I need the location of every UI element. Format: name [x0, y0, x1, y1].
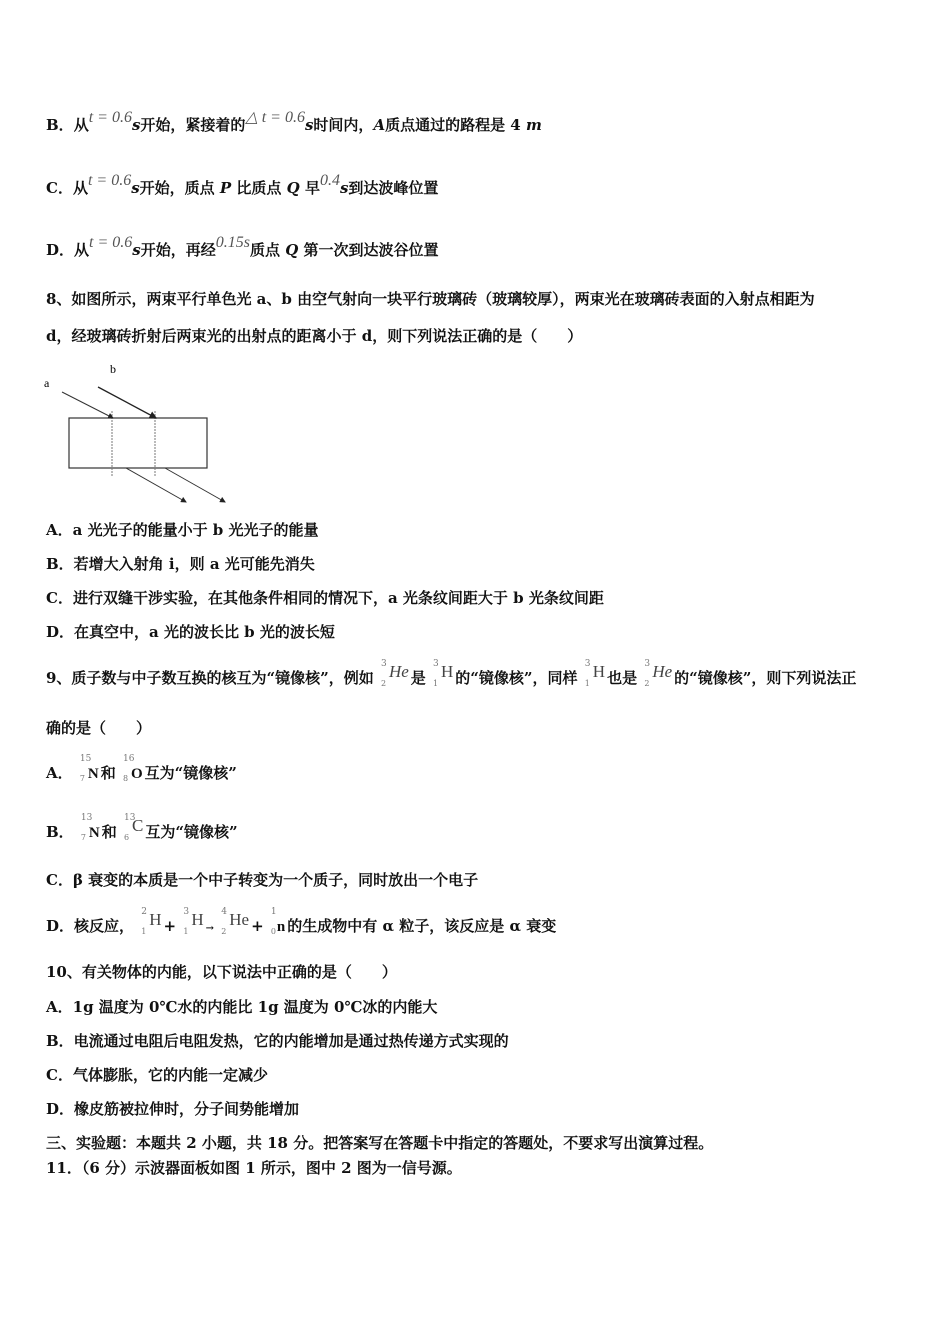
- text: 开始，再经: [140, 241, 216, 259]
- math-formula: 0.15s: [215, 234, 250, 251]
- atomic-number: 6: [124, 833, 130, 842]
- q7-option-b: [46, 109, 542, 136]
- text: 从: [74, 241, 90, 259]
- isotope-he3: [644, 659, 673, 688]
- mass-number: 13: [124, 813, 136, 823]
- element-symbol: He: [388, 662, 409, 681]
- text: 比质点: [231, 179, 287, 197]
- mass-number: 3: [380, 659, 387, 669]
- option-label: A．: [46, 764, 73, 782]
- option-label: D．核反应，: [46, 917, 135, 935]
- atomic-number: 8: [122, 774, 129, 783]
- reaction-arrow: →: [205, 923, 215, 934]
- glass-brick: [69, 418, 207, 468]
- text: 第一次到达波谷位置: [298, 241, 439, 259]
- text: 质点: [249, 241, 286, 259]
- exit-ray-a: [126, 468, 186, 502]
- q9-stem-line1: [46, 659, 857, 688]
- isotope-o16: [122, 754, 143, 784]
- incident-ray-a: [62, 392, 113, 418]
- isotope-h2: [141, 907, 162, 936]
- option-label: C．: [46, 179, 73, 197]
- q9-option-b: [46, 813, 238, 843]
- q8-stem-line1: 8、如图所示，两束平行单色光 a、b 由空气射向一块平行玻璃砖（玻璃较厚），两束光在玻璃砖表面的入射点相距为: [46, 290, 815, 308]
- text: 从: [72, 179, 88, 197]
- option-label: B．: [46, 116, 74, 134]
- text: m: [525, 116, 542, 134]
- text: 开始，质点: [139, 179, 220, 197]
- isotope-he3: [380, 659, 409, 688]
- text: 早: [299, 179, 320, 197]
- isotope-h3: [183, 907, 204, 936]
- element-symbol: H: [441, 662, 454, 681]
- mass-number: 13: [80, 813, 93, 823]
- text: 互为“镜像核”: [144, 764, 237, 782]
- math-formula: t = 0.6: [88, 109, 132, 126]
- text: s: [132, 241, 141, 259]
- text: 质点通过的路程是 4: [385, 116, 526, 134]
- text: 到达波峰位置: [348, 179, 439, 197]
- section-3-heading: 三、实验题：本题共 2 小题，共 18 分。把答案写在答题卡中指定的答题处，不要求写出演算过程。: [46, 1134, 714, 1152]
- q11-stem: 11．（6 分）示波器面板如图 1 所示，图中 2 图为一信号源。: [46, 1159, 462, 1177]
- text: 的“镜像核”，则下列说法正: [674, 669, 857, 687]
- atomic-number: 2: [644, 679, 650, 688]
- glass-brick-figure: [40, 355, 240, 515]
- text: 的“镜像核”，同样: [455, 669, 578, 687]
- q8-option-c: C．进行双缝干涉实验，在其他条件相同的情况下，a 光条纹间距大于 b 光条纹间距: [46, 589, 604, 607]
- label-a: a: [44, 376, 50, 390]
- mass-number: 1: [270, 907, 277, 917]
- atomic-number: 7: [79, 774, 85, 783]
- mass-number: 3: [433, 659, 439, 669]
- element-symbol: He: [652, 662, 673, 681]
- label-b: b: [110, 362, 116, 376]
- text: s: [131, 179, 140, 197]
- text: 和: [100, 764, 116, 782]
- text: Q: [286, 179, 300, 197]
- element-symbol: H: [149, 910, 162, 929]
- atomic-number: 0: [270, 927, 276, 936]
- text: 的生成物中有 α 粒子，该反应是 α 衰变: [287, 917, 557, 935]
- atomic-number: 1: [183, 927, 189, 936]
- element-symbol: H: [191, 910, 204, 929]
- incident-ray-b: [98, 387, 156, 418]
- mass-number: 16: [122, 754, 135, 764]
- element-symbol: N: [88, 825, 100, 841]
- q9-option-c: C．β 衰变的本质是一个中子转变为一个质子，同时放出一个电子: [46, 871, 479, 889]
- atomic-number: 1: [584, 679, 590, 688]
- math-formula: t = 0.6: [87, 172, 132, 189]
- plus-sign: +: [163, 917, 177, 935]
- element-symbol: O: [130, 766, 143, 782]
- text: 是: [410, 669, 426, 687]
- isotope-c13: [124, 813, 144, 842]
- mass-number: 15: [79, 754, 92, 764]
- element-symbol: He: [229, 910, 250, 929]
- text: 开始，紧接着的: [140, 116, 246, 134]
- text: 从: [73, 116, 89, 134]
- mass-number: 4: [221, 907, 227, 917]
- plus-sign: +: [251, 917, 264, 935]
- text: Q: [285, 241, 299, 259]
- q10-option-c: C．气体膨胀，它的内能一定减少: [46, 1066, 268, 1084]
- q9-option-a: [46, 754, 237, 784]
- q8-stem-line2: d，经玻璃砖折射后两束光的出射点的距离小于 d，则下列说法正确的是（ ）: [46, 327, 583, 345]
- option-label: D．: [46, 241, 75, 259]
- math-formula: t = 0.6: [89, 234, 133, 251]
- math-formula: 0.4: [319, 172, 340, 189]
- q10-stem: 10、有关物体的内能，以下说法中正确的是（ ）: [46, 963, 397, 981]
- q10-option-a: A．1g 温度为 0℃水的内能比 1g 温度为 0℃冰的内能大: [46, 998, 438, 1016]
- mass-number: 2: [141, 907, 147, 917]
- exit-ray-b: [165, 468, 225, 502]
- atomic-number: 7: [80, 833, 87, 842]
- text: 9、质子数与中子数互换的核互为“镜像核”，例如: [46, 669, 374, 687]
- isotope-h3: [433, 659, 454, 688]
- text: 时间内，: [313, 116, 374, 134]
- text: s: [304, 116, 314, 134]
- text: 也是: [607, 669, 638, 687]
- q7-option-d: [46, 234, 439, 261]
- q10-option-d: D．橡皮筋被拉伸时，分子间势能增加: [46, 1100, 300, 1118]
- q8-option-a: A．a 光光子的能量小于 b 光光子的能量: [46, 521, 319, 539]
- q8-option-b: B．若增大入射角 i，则 a 光可能先消失: [46, 555, 315, 573]
- mass-number: 3: [183, 907, 190, 917]
- text: s: [131, 116, 141, 134]
- q9-option-d: [46, 907, 557, 939]
- element-symbol: n: [276, 919, 286, 935]
- isotope-n15: [79, 754, 99, 784]
- isotope-h3: [584, 659, 606, 688]
- isotope-n13: [80, 813, 100, 843]
- element-symbol: N: [87, 766, 99, 782]
- q9-stem-line2: 确的是（ ）: [46, 719, 152, 737]
- neutron: [270, 907, 286, 937]
- mass-number: 3: [584, 659, 591, 669]
- element-symbol: H: [592, 662, 606, 681]
- atomic-number: 2: [221, 927, 227, 936]
- math-formula: △ t = 0.6: [245, 109, 305, 126]
- text: 互为“镜像核”: [145, 823, 238, 841]
- q8-option-d: D．在真空中，a 光的波长比 b 光的波长短: [46, 623, 335, 641]
- atomic-number: 2: [380, 679, 387, 688]
- isotope-he4: [221, 907, 250, 936]
- q10-option-b: B．电流通过电阻后电阻发热，它的内能增加是通过热传递方式实现的: [46, 1032, 509, 1050]
- atomic-number: 1: [141, 927, 147, 936]
- option-label: B．: [46, 823, 74, 841]
- q7-option-c: [46, 172, 439, 199]
- text: 和: [101, 823, 117, 841]
- text: A: [373, 116, 386, 134]
- element-symbol: C: [132, 816, 144, 835]
- atomic-number: 1: [433, 679, 439, 688]
- mass-number: 3: [644, 659, 651, 669]
- text: s: [339, 179, 349, 197]
- text: P: [219, 179, 232, 197]
